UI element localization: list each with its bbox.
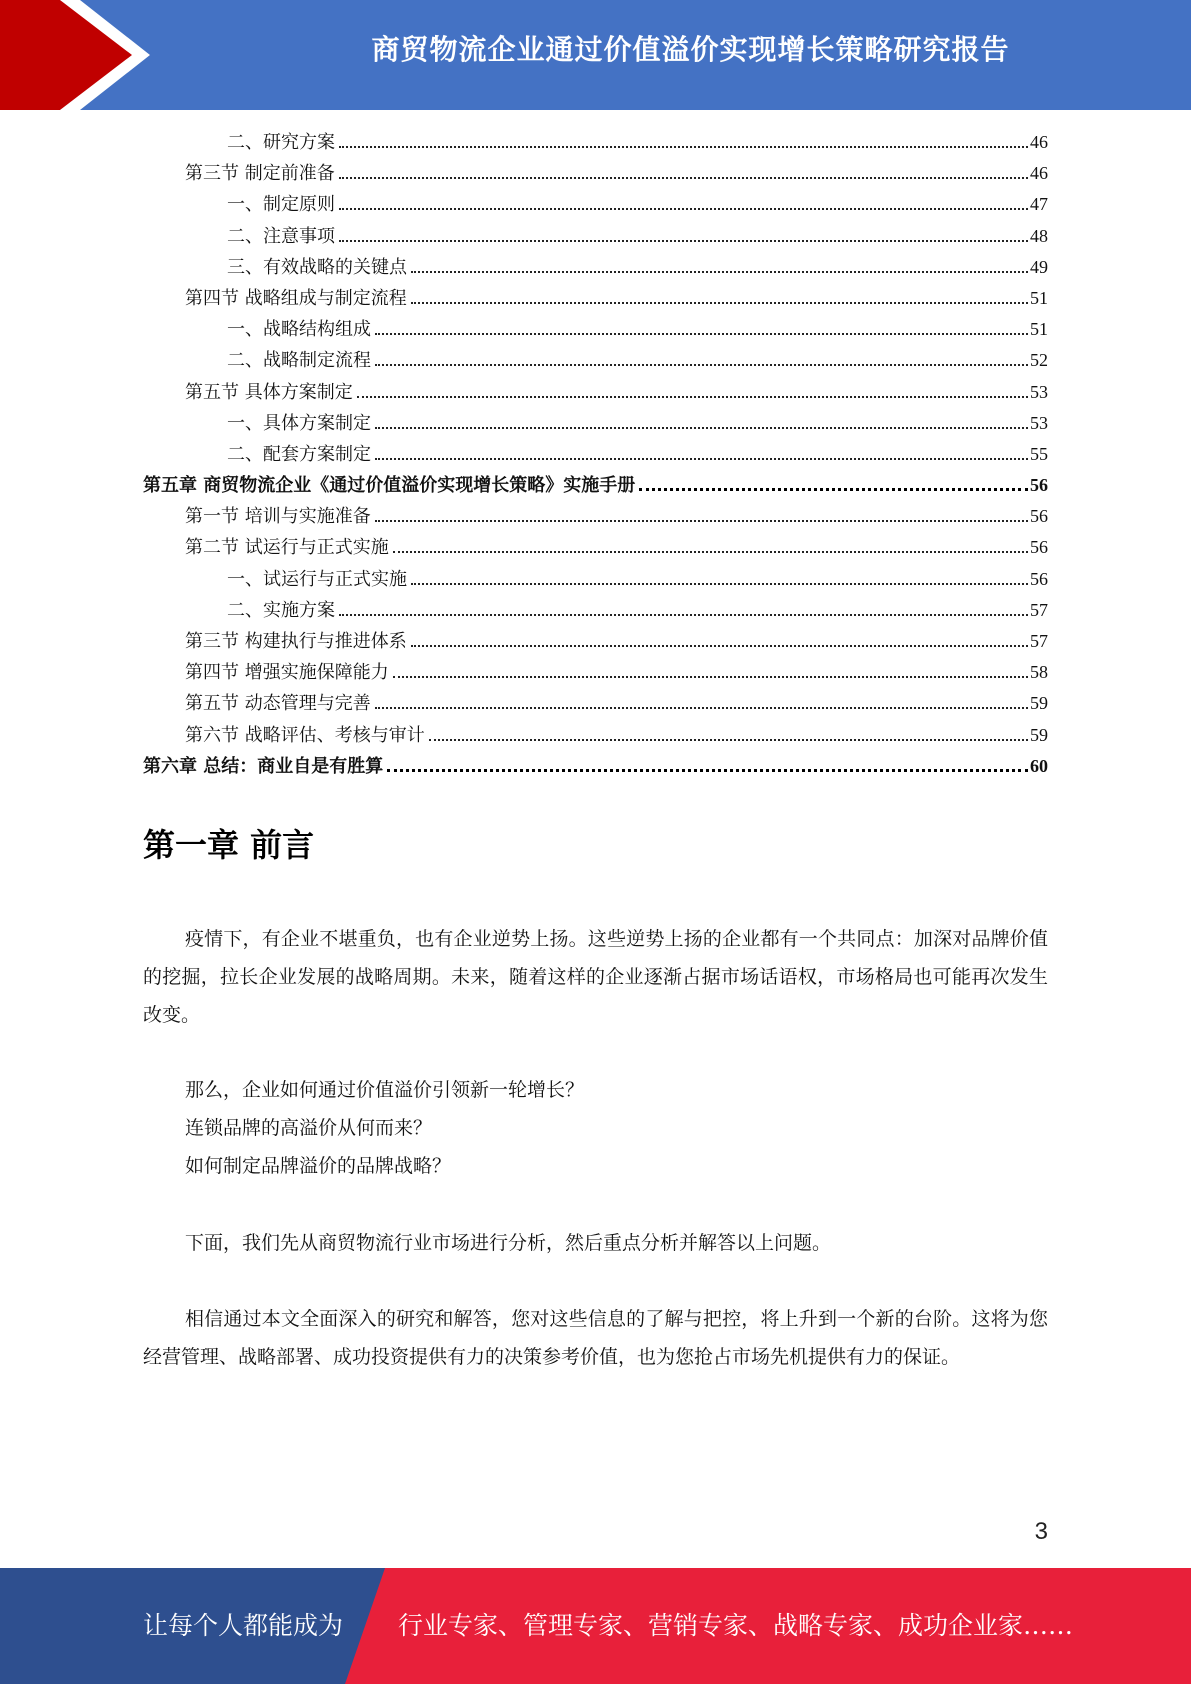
- toc-entry-label: 第六节 战略评估、考核与审计: [185, 724, 425, 746]
- toc-entry[interactable]: [143, 689, 1048, 720]
- toc-entry-page: 56: [1030, 506, 1048, 527]
- question-list: [143, 1071, 1048, 1185]
- toc-entry[interactable]: [143, 752, 1048, 783]
- closing-paragraph: 相信通过本文全面深入的研究和解答，您对这些信息的了解与把控，将上升到一个新的台阶。这将为您经营管理、战略部署、成功投资提供有力的决策参考价值，也为您抢占市场先机提供有力的保证。: [143, 1308, 1048, 1368]
- toc-dot-leader: [375, 363, 1028, 366]
- toc-dot-leader: [339, 207, 1028, 210]
- toc-entry-page: 48: [1030, 225, 1048, 246]
- toc-entry-page: 47: [1030, 194, 1048, 215]
- toc-entry-label: 二、实施方案: [227, 599, 335, 621]
- toc-entry-page: 60: [1030, 755, 1048, 776]
- toc-entry-label: 第五节 动态管理与完善: [185, 693, 371, 715]
- toc-entry-label: 二、配套方案制定: [227, 443, 371, 465]
- toc-entry-label: 一、试运行与正式实施: [227, 568, 407, 590]
- toc-entry-page: 55: [1030, 443, 1048, 464]
- toc-entry-label: 一、战略结构组成: [227, 319, 371, 341]
- toc-entry-page: 52: [1030, 350, 1048, 371]
- toc-entry-label: 二、研究方案: [227, 132, 335, 153]
- toc-entry[interactable]: [143, 346, 1048, 377]
- toc-entry[interactable]: [143, 378, 1048, 409]
- toc-entry[interactable]: [143, 627, 1048, 658]
- toc-dot-leader: [375, 332, 1028, 335]
- toc-entry[interactable]: [143, 502, 1048, 533]
- toc-entry-label: 第二节 试运行与正式实施: [185, 537, 389, 559]
- toc-dot-leader: [357, 395, 1028, 398]
- toc-entry-page: 53: [1030, 381, 1048, 402]
- toc-entry-label: 第六章 总结：商业自是有胜算: [143, 755, 384, 777]
- toc-entry-page: 49: [1030, 256, 1048, 277]
- toc-entry-page: 56: [1030, 475, 1048, 496]
- toc-dot-leader: [339, 239, 1028, 242]
- toc-entry[interactable]: [143, 222, 1048, 253]
- toc-dot-leader: [411, 644, 1028, 647]
- question-3: 如何制定品牌溢价的品牌战略？: [185, 1155, 452, 1177]
- toc-dot-leader: [411, 270, 1028, 273]
- toc-entry[interactable]: [143, 253, 1048, 284]
- toc-entry[interactable]: [143, 409, 1048, 440]
- question-2: 连锁品牌的高溢价从何而来？: [185, 1117, 433, 1139]
- toc-entry-page: 51: [1030, 319, 1048, 340]
- footer-slogan-left: 让每个人都能成为: [143, 1611, 344, 1640]
- toc-entry[interactable]: [143, 190, 1048, 221]
- table-of-contents: [143, 128, 1048, 783]
- toc-dot-leader: [339, 613, 1028, 616]
- footer-slogan-right: 行业专家、管理专家、营销专家、战略专家、成功企业家……: [398, 1611, 1074, 1640]
- report-title: 商贸物流企业通过价值溢价实现增长策略研究报告: [371, 33, 1010, 66]
- toc-entry[interactable]: [143, 128, 1048, 159]
- toc-entry-label: 第三节 构建执行与推进体系: [185, 631, 407, 652]
- toc-entry-page: 46: [1030, 163, 1048, 184]
- toc-entry-page: 51: [1030, 287, 1048, 308]
- toc-entry[interactable]: [143, 565, 1048, 596]
- page-number: 3: [1034, 1518, 1048, 1545]
- toc-dot-leader: [429, 738, 1028, 741]
- toc-dot-leader: [393, 675, 1028, 678]
- toc-dot-leader: [375, 457, 1028, 460]
- chapter-heading: 第一章 前言: [143, 826, 315, 864]
- toc-dot-leader: [375, 519, 1028, 522]
- toc-dot-leader: [393, 550, 1028, 553]
- toc-entry[interactable]: [143, 315, 1048, 346]
- toc-entry-page: 56: [1030, 537, 1048, 558]
- toc-entry-label: 一、具体方案制定: [227, 412, 371, 434]
- intro-paragraph: 疫情下，有企业不堪重负，也有企业逆势上扬。这些逆势上扬的企业都有一个共同点：加深对品牌价值的挖掘，拉长企业发展的战略周期。未来，随着这样的企业逐渐占据市场话语权，市场格局也可能再次发生改变。: [143, 928, 1048, 1026]
- toc-entry-label: 第三节 制定前准备: [185, 163, 335, 185]
- toc-entry[interactable]: [143, 440, 1048, 471]
- page-header: [0, 0, 1191, 110]
- toc-dot-leader: [375, 706, 1028, 709]
- toc-entry-label: 二、注意事项: [227, 225, 335, 247]
- toc-entry[interactable]: [143, 533, 1048, 564]
- toc-entry-label: 三、有效战略的关键点: [227, 256, 407, 278]
- toc-dot-leader: [411, 301, 1028, 304]
- toc-dot-leader: [375, 426, 1028, 429]
- toc-entry-page: 59: [1030, 724, 1048, 745]
- toc-entry-label: 第四节 增强实施保障能力: [185, 662, 389, 684]
- toc-dot-leader: [339, 176, 1028, 179]
- toc-entry-page: 53: [1030, 412, 1048, 433]
- question-1: 那么，企业如何通过价值溢价引领新一轮增长？: [185, 1079, 585, 1101]
- toc-dot-leader: [387, 768, 1028, 772]
- toc-dot-leader: [411, 582, 1028, 585]
- toc-entry-page: 57: [1030, 599, 1048, 620]
- toc-entry-page: 57: [1030, 631, 1048, 651]
- toc-entry-label: 一、制定原则: [227, 194, 335, 216]
- toc-entry-label: 第一节 培训与实施准备: [185, 506, 371, 528]
- page-footer: [0, 1568, 1191, 1684]
- toc-entry[interactable]: [143, 159, 1048, 190]
- toc-entry-label: 二、战略制定流程: [227, 350, 371, 372]
- toc-entry-label: 第四节 战略组成与制定流程: [185, 287, 407, 309]
- toc-entry-label: 第五节 具体方案制定: [185, 381, 353, 403]
- toc-entry[interactable]: [143, 596, 1048, 627]
- toc-entry-page: 46: [1030, 132, 1048, 152]
- toc-entry[interactable]: [143, 471, 1048, 502]
- toc-entry-label: 第五章 商贸物流企业《通过价值溢价实现增长策略》实施手册: [143, 475, 636, 497]
- toc-entry[interactable]: [143, 284, 1048, 315]
- toc-entry-page: 59: [1030, 693, 1048, 714]
- toc-entry-page: 58: [1030, 662, 1048, 683]
- toc-dot-leader: [339, 145, 1028, 148]
- toc-entry[interactable]: [143, 658, 1048, 689]
- toc-entry[interactable]: [143, 721, 1048, 752]
- toc-dot-leader: [639, 487, 1028, 491]
- analysis-paragraph: 下面，我们先从商贸物流行业市场进行分析，然后重点分析并解答以上问题。: [185, 1232, 832, 1254]
- toc-entry-page: 56: [1030, 568, 1048, 589]
